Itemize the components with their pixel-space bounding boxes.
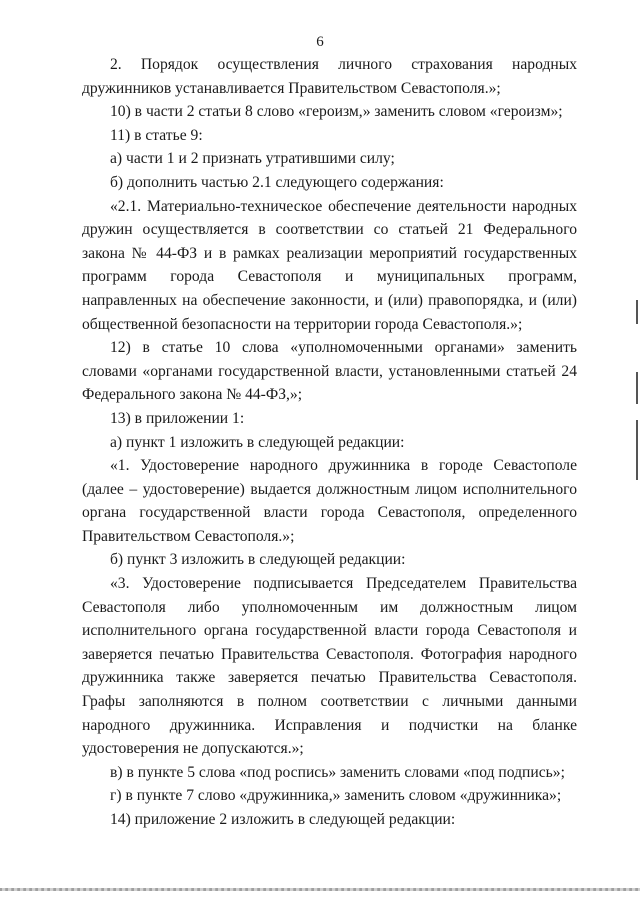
item-13-g: г) в пункте 7 слово «дружинника,» заменить словом «дружинника»; xyxy=(110,787,562,805)
item-11-a: а) части 1 и 2 признать утратившими силу; xyxy=(110,150,395,168)
paragraph-insurance: 2. Порядок осуществления личного страхования народных дружинников устанавливается Правительством Севастополя.»; xyxy=(82,56,577,97)
scan-edge-mark xyxy=(636,300,638,324)
item-14: 14) приложение 2 изложить в следующей редакции: xyxy=(110,811,456,828)
item-11-b: б) дополнить частью 2.1 следующего содержания: xyxy=(110,173,444,191)
page-number: 6 xyxy=(316,34,324,50)
paragraph-2-1: «2.1. Материально-техническое обеспечение деятельности народных дружин осуществляется в соответствии со статьей 21 Федерального закона № 44-ФЗ и в рамках реализации мероприятий государственных программ города Севастополя и муниципальных программ, направленных на обеспечение законности, и (или) правопорядка, и (или) общественной безопасности на территории города Севастополя.»; xyxy=(82,197,577,333)
item-13-a: а) пункт 1 изложить в следующей редакции: xyxy=(110,433,405,451)
paragraph-point-3: «3. Удостоверение подписывается Председателем Правительства Севастополя либо уполномоченным им должностным лицом исполнительного органа государственной власти города Севастополя и заверяется печатью Правительства Севастополя. Фотография народного дружинника также заверяется печатью Правительства Севастополя. Графы заполняются в полном соответствии с личными данными народного дружинника. Исправления и подчистки на бланке удостоверения не допускаются.»; xyxy=(82,575,577,758)
scan-edge-mark xyxy=(636,420,638,480)
scan-bottom-edge xyxy=(0,888,640,891)
item-13: 13) в приложении 1: xyxy=(110,409,245,427)
item-12: 12) в статье 10 слова «уполномоченными органами» заменить словами «органами государственной власти, установленными статьей 24 Федерального закона № 44-ФЗ,»; xyxy=(82,339,577,404)
scan-edge-mark xyxy=(636,372,638,404)
item-13-v: в) в пункте 5 слова «под роспись» заменить словами «под подпись»; xyxy=(110,763,565,781)
document-body xyxy=(82,53,577,832)
paragraph-point-1: «1. Удостоверение народного дружинника в городе Севастополе (далее – удостоверение) выдается должностным лицом исполнительного органа государственной власти города Севастополя, определенного Правительством Севастополя.»; xyxy=(82,457,577,545)
item-11: 11) в статье 9: xyxy=(110,126,203,144)
item-10: 10) в части 2 статьи 8 слово «героизм,» заменить словом «героизм»; xyxy=(110,103,563,121)
item-13-b: б) пункт 3 изложить в следующей редакции: xyxy=(110,551,406,569)
